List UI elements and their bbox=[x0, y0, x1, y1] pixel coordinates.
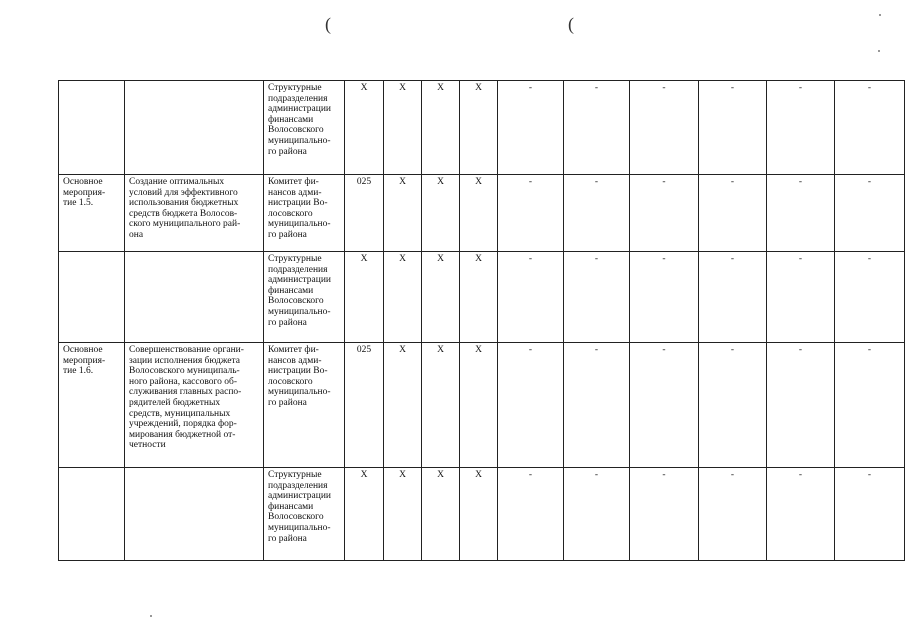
amount-cell: - bbox=[564, 175, 630, 252]
activity-description-cell: Совершенствование органи- зации исполнения бюджета Волосовского муниципаль- ного района, кассового об- служивания главных распо- рядителей бюджетных средств, муниципальных учреждений, порядка фор- мирования бюджетной от- четности bbox=[125, 343, 264, 468]
executor-cell: Структурные подразделения администрации финансами Волосовского муниципально- го района bbox=[264, 81, 345, 175]
table-row bbox=[59, 468, 905, 561]
amount-cell: - bbox=[630, 468, 699, 561]
executor-cell: Комитет фи- нансов адми- нистрации Во- лосовского муниципально- го района bbox=[264, 343, 345, 468]
amount-cell: - bbox=[767, 175, 835, 252]
scan-speck bbox=[879, 14, 881, 16]
amount-cell: - bbox=[564, 343, 630, 468]
amount-cell: - bbox=[498, 343, 564, 468]
amount-cell: - bbox=[630, 175, 699, 252]
amount-cell: - bbox=[835, 252, 905, 343]
x-cell: X bbox=[422, 81, 460, 175]
activity-description-cell bbox=[125, 468, 264, 561]
x-cell: X bbox=[422, 343, 460, 468]
amount-cell: - bbox=[564, 468, 630, 561]
x-cell: X bbox=[460, 81, 498, 175]
x-cell: X bbox=[384, 175, 422, 252]
amount-cell: - bbox=[564, 252, 630, 343]
executor-cell: Комитет фи- нансов адми- нистрации Во- лосовского муниципально- го района bbox=[264, 175, 345, 252]
activity-description-cell bbox=[125, 252, 264, 343]
code-cell: X bbox=[345, 81, 384, 175]
amount-cell: - bbox=[767, 252, 835, 343]
x-cell: X bbox=[460, 468, 498, 561]
table-row bbox=[59, 343, 905, 468]
executor-cell: Структурные подразделения администрации финансами Волосовского муниципально- го района bbox=[264, 252, 345, 343]
table-row bbox=[59, 175, 905, 252]
amount-cell: - bbox=[699, 343, 767, 468]
code-cell: 025 bbox=[345, 343, 384, 468]
header-mark-right: ( bbox=[568, 14, 574, 34]
amount-cell: - bbox=[699, 175, 767, 252]
x-cell: X bbox=[422, 252, 460, 343]
amount-cell: - bbox=[767, 468, 835, 561]
activity-description-cell bbox=[125, 81, 264, 175]
activity-kind-cell: Основное мероприя- тие 1.6. bbox=[59, 343, 125, 468]
amount-cell: - bbox=[767, 343, 835, 468]
x-cell: X bbox=[460, 252, 498, 343]
header-mark-left: ( bbox=[325, 14, 331, 34]
activity-kind-cell bbox=[59, 252, 125, 343]
amount-cell: - bbox=[630, 81, 699, 175]
table-row bbox=[59, 252, 905, 343]
amount-cell: - bbox=[498, 468, 564, 561]
code-cell: X bbox=[345, 468, 384, 561]
x-cell: X bbox=[384, 81, 422, 175]
code-cell: 025 bbox=[345, 175, 384, 252]
amount-cell: - bbox=[835, 468, 905, 561]
x-cell: X bbox=[384, 343, 422, 468]
table-row bbox=[59, 81, 905, 175]
activity-kind-cell: Основное мероприя- тие 1.5. bbox=[59, 175, 125, 252]
x-cell: X bbox=[422, 175, 460, 252]
amount-cell: - bbox=[699, 252, 767, 343]
x-cell: X bbox=[384, 468, 422, 561]
executor-cell: Структурные подразделения администрации финансами Волосовского муниципально- го района bbox=[264, 468, 345, 561]
amount-cell: - bbox=[699, 81, 767, 175]
x-cell: X bbox=[384, 252, 422, 343]
amount-cell: - bbox=[564, 81, 630, 175]
amount-cell: - bbox=[630, 252, 699, 343]
amount-cell: - bbox=[835, 81, 905, 175]
activity-kind-cell bbox=[59, 81, 125, 175]
program-activities-table bbox=[58, 80, 905, 561]
amount-cell: - bbox=[498, 81, 564, 175]
amount-cell: - bbox=[835, 175, 905, 252]
activity-description-cell: Создание оптимальных условий для эффективного использования бюджетных средств бюджета Волосов- ского муниципального рай- она bbox=[125, 175, 264, 252]
x-cell: X bbox=[422, 468, 460, 561]
amount-cell: - bbox=[498, 175, 564, 252]
x-cell: X bbox=[460, 175, 498, 252]
scan-speck bbox=[878, 50, 880, 52]
amount-cell: - bbox=[767, 81, 835, 175]
amount-cell: - bbox=[630, 343, 699, 468]
x-cell: X bbox=[460, 343, 498, 468]
code-cell: X bbox=[345, 252, 384, 343]
amount-cell: - bbox=[835, 343, 905, 468]
amount-cell: - bbox=[699, 468, 767, 561]
amount-cell: - bbox=[498, 252, 564, 343]
activity-kind-cell bbox=[59, 468, 125, 561]
scan-speck bbox=[150, 615, 152, 617]
